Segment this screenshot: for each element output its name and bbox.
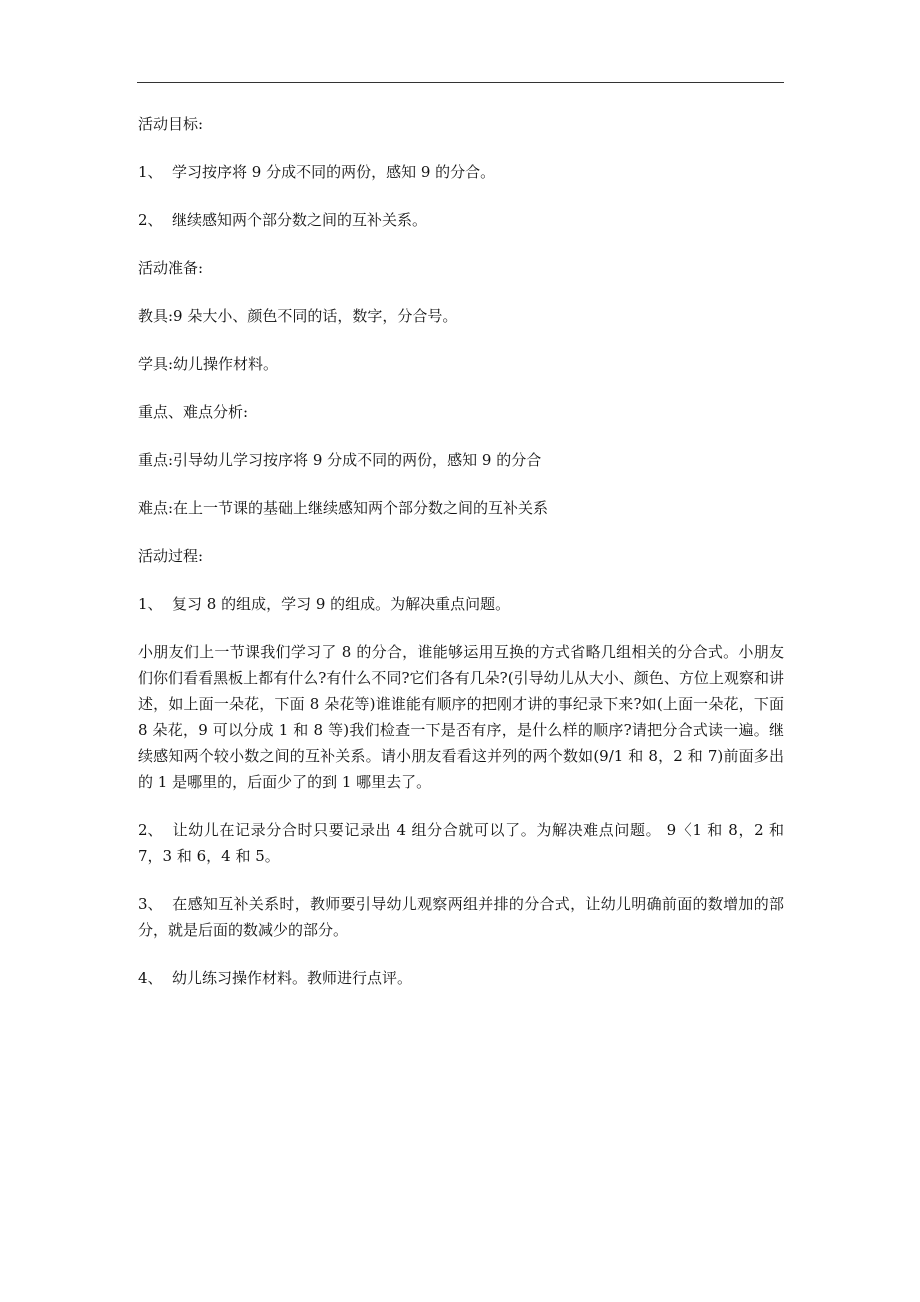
list-item xyxy=(138,817,784,869)
list-number: 2、 xyxy=(138,821,163,839)
heading-process: 活动过程: xyxy=(138,547,204,565)
paragraph-process-detail: 小朋友们上一节课我们学习了 8 的分合，谁能够运用互换的方式省略几组相关的分合式。小朋友们你们看看黑板上都有什么?有什么不同?它们各有几朵?(引导幼儿从大小、颜色、方位上观察和讲述，如上面一朵花，下面 8 朵花等)谁谁能有顺序的把刚才讲的事纪录下来?如(上面一朵花，下面 8 朵花，9 可以分成 1 和 8 等)我们检查一下是否有序，是什么样的顺序?请把分合式读一遍。继续感知两个较小数之间的互补关系。请小朋友看看这并列的两个数如(9/1 和 8，2 和 7)前面多出的 1 是哪里的，后面少了的到 1 哪里去了。 xyxy=(138,643,784,791)
list-item-text: 让幼儿在记录分合时只要记录出 4 组分合就可以了。为解决难点问题。 9〈1 和 8，2 和 7，3 和 6，4 和 5。 xyxy=(138,821,784,865)
document-body xyxy=(138,111,784,1013)
heading-preparation: 活动准备: xyxy=(138,259,204,277)
list-item-text: 幼儿练习操作材料。教师进行点评。 xyxy=(172,969,413,987)
header-rule xyxy=(137,82,784,83)
list-number: 3、 xyxy=(138,895,163,913)
list-item-text: 复习 8 的组成，学习 9 的组成。为解决重点问题。 xyxy=(172,595,511,613)
paragraph-teaching-aids: 教具:9 朵大小、颜色不同的话，数字，分合号。 xyxy=(138,307,458,325)
list-item-text: 在感知互补关系时，教师要引导幼儿观察两组并排的分合式，让幼儿明确前面的数增加的部分，就是后面的数减少的部分。 xyxy=(138,895,784,939)
list-number: 2、 xyxy=(138,211,163,229)
list-item xyxy=(138,891,784,943)
list-item xyxy=(138,965,784,991)
heading-goals: 活动目标: xyxy=(138,115,204,133)
paragraph-key-point: 重点:引导幼儿学习按序将 9 分成不同的两份，感知 9 的分合 xyxy=(138,451,542,469)
list-item-text: 继续感知两个部分数之间的互补关系。 xyxy=(172,211,428,229)
list-item xyxy=(138,159,784,185)
list-number: 1、 xyxy=(138,595,163,613)
list-item xyxy=(138,207,784,233)
heading-key-points: 重点、难点分析: xyxy=(138,403,249,421)
paragraph-difficulty: 难点:在上一节课的基础上继续感知两个部分数之间的互补关系 xyxy=(138,499,549,517)
list-item xyxy=(138,591,784,617)
list-item-text: 学习按序将 9 分成不同的两份，感知 9 的分合。 xyxy=(172,163,496,181)
list-number: 1、 xyxy=(138,163,163,181)
paragraph-learning-aids: 学具:幼儿操作材料。 xyxy=(138,355,279,373)
list-number: 4、 xyxy=(138,969,163,987)
